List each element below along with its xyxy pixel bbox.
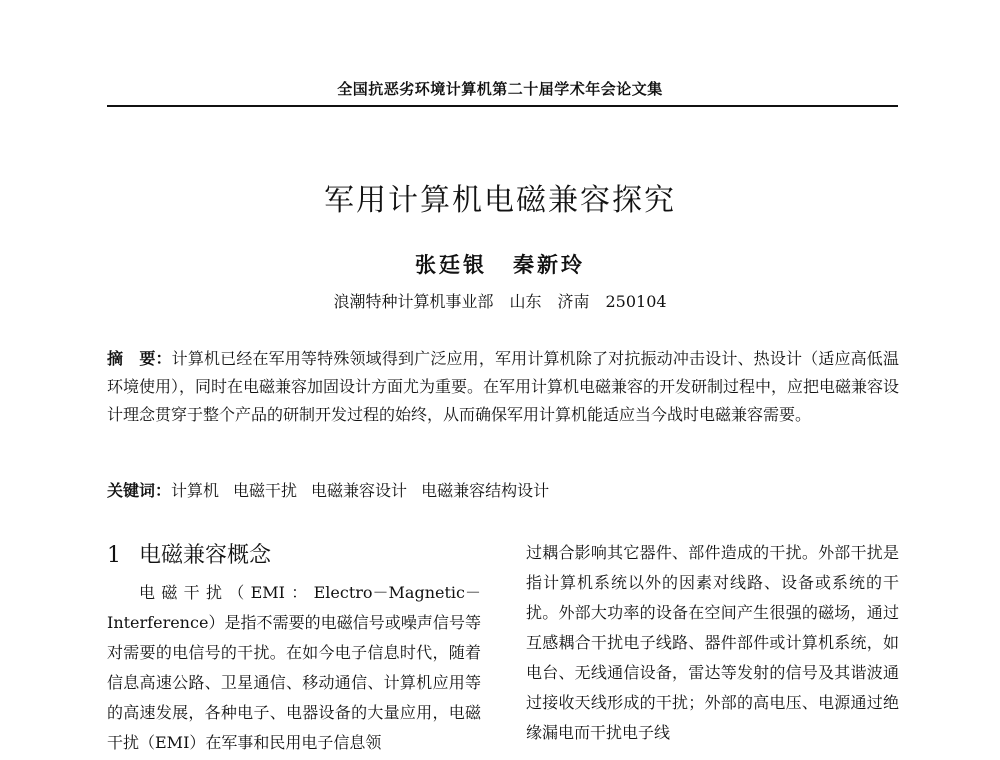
section-title: 电磁兼容概念 — [139, 543, 272, 568]
author-list — [0, 249, 1000, 279]
keyword: 电磁兼容结构设计 — [421, 481, 550, 500]
keyword: 计算机 — [171, 481, 220, 500]
section-heading — [107, 538, 481, 574]
abstract-label: 摘 要： — [107, 349, 172, 368]
body-paragraph: 电磁干扰（EMI：Electro－Magnetic－Interference）是指不需要的电磁信号或噪声信号等对需要的电信号的干扰。在如今电子信息时代，随着信息高速公路、卫星通信、移动通信、计算机应用等的高速发展，各种电子、电器设备的大量应用，电磁干扰（EMI）在军事和民用电子信息领 — [107, 583, 481, 752]
author-name: 张廷银 — [415, 252, 487, 277]
section-number: 1 — [107, 543, 121, 568]
keywords-label: 关键词： — [107, 481, 172, 500]
abstract — [107, 345, 899, 429]
abstract-text: 计算机已经在军用等特殊领域得到广泛应用，军用计算机除了对抗振动冲击设计、热设计（适应高低温环境使用），同时在电磁兼容加固设计方面尤为重要。在军用计算机电磁兼容的开发研制过程中，应把电磁兼容设计理念贯穿于整个产品的研制开发过程的始终，从而确保军用计算机能适应当今战时电磁兼容需要。 — [107, 349, 900, 424]
keywords — [107, 478, 899, 504]
body-column-left — [107, 538, 481, 758]
body-column-right — [526, 538, 899, 748]
body-paragraph: 过耦合影响其它器件、部件造成的干扰。外部干扰是指计算机系统以外的因素对线路、设备或系统的干扰。外部大功率的设备在空间产生很强的磁场，通过互感耦合干扰电子线路、器件部件或计算机系统，如电台、无线通信设备，雷达等发射的信号及其谐波通过接收天线形成的干扰；外部的高电压、电源通过绝缘漏电而干扰电子线 — [526, 543, 899, 742]
affiliation — [0, 289, 1000, 312]
affiliation-province: 山东 — [509, 292, 542, 311]
affiliation-org: 浪潮特种计算机事业部 — [333, 292, 494, 311]
affiliation-city: 济南 — [557, 292, 590, 311]
header-rule — [107, 105, 898, 107]
author-name: 秦新玲 — [513, 252, 585, 277]
running-header: 全国抗恶劣环境计算机第二十届学术年会论文集 — [337, 80, 663, 98]
keyword: 电磁兼容设计 — [311, 481, 408, 500]
affiliation-postcode: 250104 — [605, 292, 667, 311]
paper-title: 军用计算机电磁兼容探究 — [324, 183, 676, 218]
keyword: 电磁干扰 — [233, 481, 298, 500]
